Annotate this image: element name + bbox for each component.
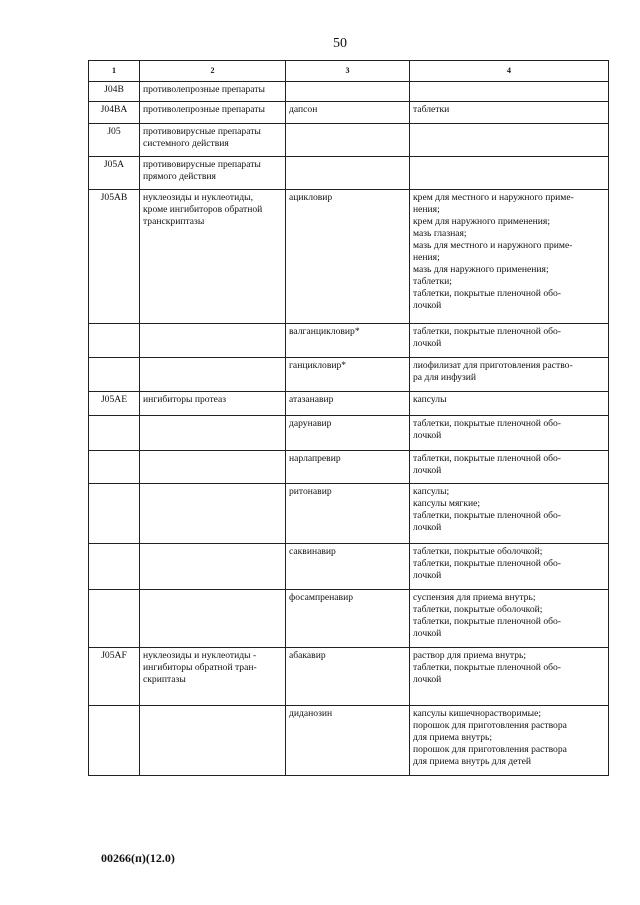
cell-line: таблетки, покрытые оболочкой; — [413, 604, 543, 615]
cell-line: ра для инфузий — [413, 372, 477, 383]
table-row — [89, 706, 609, 776]
drug-table — [88, 60, 609, 776]
cell-line: лочкой — [413, 338, 442, 349]
document-code: 00266(п)(12.0) — [101, 851, 175, 865]
atc-code-cell — [89, 706, 140, 776]
table-row — [89, 392, 609, 416]
cell-line: таблетки, покрытые пленочной обо- — [413, 662, 561, 673]
cell-line: крем для наружного применения; — [413, 216, 550, 227]
atc-code-cell — [89, 358, 140, 392]
drug-name-cell — [286, 544, 410, 590]
cell-line: абакавир — [289, 650, 326, 661]
cell-line: таблетки, покрытые оболочкой; — [413, 546, 543, 557]
atc-code-cell: J05A — [89, 157, 140, 190]
atc-code-cell — [89, 324, 140, 358]
group-name-cell — [140, 358, 286, 392]
cell-line: мазь глазная; — [413, 228, 467, 239]
drug-name-cell — [286, 392, 410, 416]
cell-line: капсулы мягкие; — [413, 498, 481, 509]
group-name-cell — [140, 416, 286, 451]
cell-line: атазанавир — [289, 394, 334, 405]
drug-name-cell — [286, 451, 410, 484]
cell-line: порошок для приготовления раствора — [413, 744, 567, 755]
cell-line: таблетки, покрытые пленочной обо- — [413, 510, 561, 521]
cell-line: таблетки, покрытые пленочной обо- — [413, 616, 561, 627]
group-name-cell — [140, 124, 286, 157]
drug-name-cell — [286, 358, 410, 392]
drug-name-cell — [286, 590, 410, 648]
table-row — [89, 358, 609, 392]
cell-line: транскриптазы — [143, 216, 205, 227]
cell-line: таблетки — [413, 104, 450, 115]
drug-name-cell — [286, 157, 410, 190]
drug-name-cell — [286, 124, 410, 157]
cell-line: дарунавир — [289, 418, 332, 429]
cell-line: лочкой — [413, 570, 442, 581]
cell-line: лочкой — [413, 522, 442, 533]
cell-line: противолепрозные препараты — [143, 84, 265, 95]
dosage-form-cell — [410, 648, 609, 706]
cell-line: капсулы; — [413, 486, 450, 497]
cell-line: скриптазы — [143, 674, 186, 685]
cell-line: нарлапревир — [289, 453, 341, 464]
group-name-cell — [140, 82, 286, 102]
group-name-cell — [140, 648, 286, 706]
group-name-cell — [140, 706, 286, 776]
drug-name-cell — [286, 484, 410, 544]
drug-name-cell — [286, 82, 410, 102]
cell-line: для приема внутрь для детей — [413, 756, 532, 767]
table-row — [89, 124, 609, 157]
group-name-cell — [140, 324, 286, 358]
cell-line: для приема внутрь; — [413, 732, 493, 743]
cell-line: лочкой — [413, 430, 442, 441]
group-name-cell — [140, 590, 286, 648]
cell-line: лочкой — [413, 674, 442, 685]
drug-name-cell — [286, 416, 410, 451]
group-name-cell — [140, 157, 286, 190]
cell-line: лочкой — [413, 300, 442, 311]
group-name-cell — [140, 392, 286, 416]
cell-line: лочкой — [413, 628, 442, 639]
cell-line: ингибиторы протеаз — [143, 394, 227, 405]
atc-code-cell: J04BA — [89, 102, 140, 124]
cell-line: прямого действия — [143, 171, 216, 182]
dosage-form-cell — [410, 358, 609, 392]
atc-code-cell: J04B — [89, 82, 140, 102]
cell-line: таблетки; — [413, 276, 452, 287]
table-row — [89, 82, 609, 102]
dosage-form-cell — [410, 82, 609, 102]
cell-line: мазь для местного и наружного приме- — [413, 240, 573, 251]
cell-line: нения; — [413, 252, 440, 263]
dosage-form-cell — [410, 706, 609, 776]
atc-code-cell — [89, 484, 140, 544]
cell-line: ингибиторы обратной тран- — [143, 662, 257, 673]
table-row — [89, 416, 609, 451]
drug-name-cell — [286, 706, 410, 776]
cell-line: таблетки, покрытые пленочной обо- — [413, 453, 561, 464]
drug-name-cell — [286, 648, 410, 706]
cell-line: саквинавир — [289, 546, 336, 557]
cell-line: капсулы — [413, 394, 447, 405]
cell-line: дапсон — [289, 104, 318, 115]
cell-line: таблетки, покрытые пленочной обо- — [413, 288, 561, 299]
group-name-cell — [140, 544, 286, 590]
cell-line: фосампренавир — [289, 592, 353, 603]
header-col-3: 3 — [286, 61, 410, 82]
page-number: 50 — [333, 36, 347, 51]
atc-code-cell — [89, 451, 140, 484]
cell-line: таблетки, покрытые пленочной обо- — [413, 558, 561, 569]
atc-code-cell: J05 — [89, 124, 140, 157]
drug-name-cell — [286, 190, 410, 324]
cell-line: диданозин — [289, 708, 333, 719]
table-row — [89, 102, 609, 124]
table-row — [89, 451, 609, 484]
table-row — [89, 484, 609, 544]
cell-line: крем для местного и наружного приме- — [413, 192, 574, 203]
cell-line: противовирусные препараты — [143, 126, 261, 137]
cell-line: системного действия — [143, 138, 229, 149]
group-name-cell — [140, 451, 286, 484]
dosage-form-cell — [410, 544, 609, 590]
group-name-cell — [140, 484, 286, 544]
atc-code-cell: J05AF — [89, 648, 140, 706]
cell-line: противолепрозные препараты — [143, 104, 265, 115]
cell-line: таблетки, покрытые пленочной обо- — [413, 326, 561, 337]
cell-line: лиофилизат для приготовления раство- — [413, 360, 573, 371]
cell-line: ритонавир — [289, 486, 332, 497]
dosage-form-cell — [410, 190, 609, 324]
table-header-row — [89, 61, 609, 82]
table-row — [89, 590, 609, 648]
table-row — [89, 648, 609, 706]
header-col-1: 1 — [89, 61, 140, 82]
cell-line: ацикловир — [289, 192, 333, 203]
dosage-form-cell — [410, 416, 609, 451]
drug-name-cell — [286, 102, 410, 124]
cell-line: порошок для приготовления раствора — [413, 720, 567, 731]
cell-line: нуклеозиды и нуклеотиды, — [143, 192, 253, 203]
cell-line: раствор для приема внутрь; — [413, 650, 527, 661]
cell-line: валганцикловир* — [289, 326, 360, 337]
cell-line: нения; — [413, 204, 440, 215]
cell-line: нуклеозиды и нуклеотиды - — [143, 650, 257, 661]
cell-line: кроме ингибиторов обратной — [143, 204, 263, 215]
atc-code-cell — [89, 416, 140, 451]
dosage-form-cell — [410, 392, 609, 416]
dosage-form-cell — [410, 124, 609, 157]
dosage-form-cell — [410, 484, 609, 544]
dosage-form-cell — [410, 157, 609, 190]
table-row — [89, 157, 609, 190]
atc-code-cell — [89, 590, 140, 648]
dosage-form-cell — [410, 451, 609, 484]
drug-name-cell — [286, 324, 410, 358]
group-name-cell — [140, 102, 286, 124]
header-col-4: 4 — [410, 61, 609, 82]
dosage-form-cell — [410, 102, 609, 124]
atc-code-cell: J05AB — [89, 190, 140, 324]
atc-code-cell: J05AE — [89, 392, 140, 416]
cell-line: суспензия для приема внутрь; — [413, 592, 536, 603]
table-row — [89, 544, 609, 590]
table-row — [89, 324, 609, 358]
dosage-form-cell — [410, 590, 609, 648]
group-name-cell — [140, 190, 286, 324]
cell-line: ганцикловир* — [289, 360, 347, 371]
atc-code-cell — [89, 544, 140, 590]
cell-line: мазь для наружного применения; — [413, 264, 549, 275]
header-col-2: 2 — [140, 61, 286, 82]
cell-line: капсулы кишечнорастворимые; — [413, 708, 542, 719]
dosage-form-cell — [410, 324, 609, 358]
cell-line: противовирусные препараты — [143, 159, 261, 170]
cell-line: таблетки, покрытые пленочной обо- — [413, 418, 561, 429]
table-row — [89, 190, 609, 324]
cell-line: лочкой — [413, 465, 442, 476]
